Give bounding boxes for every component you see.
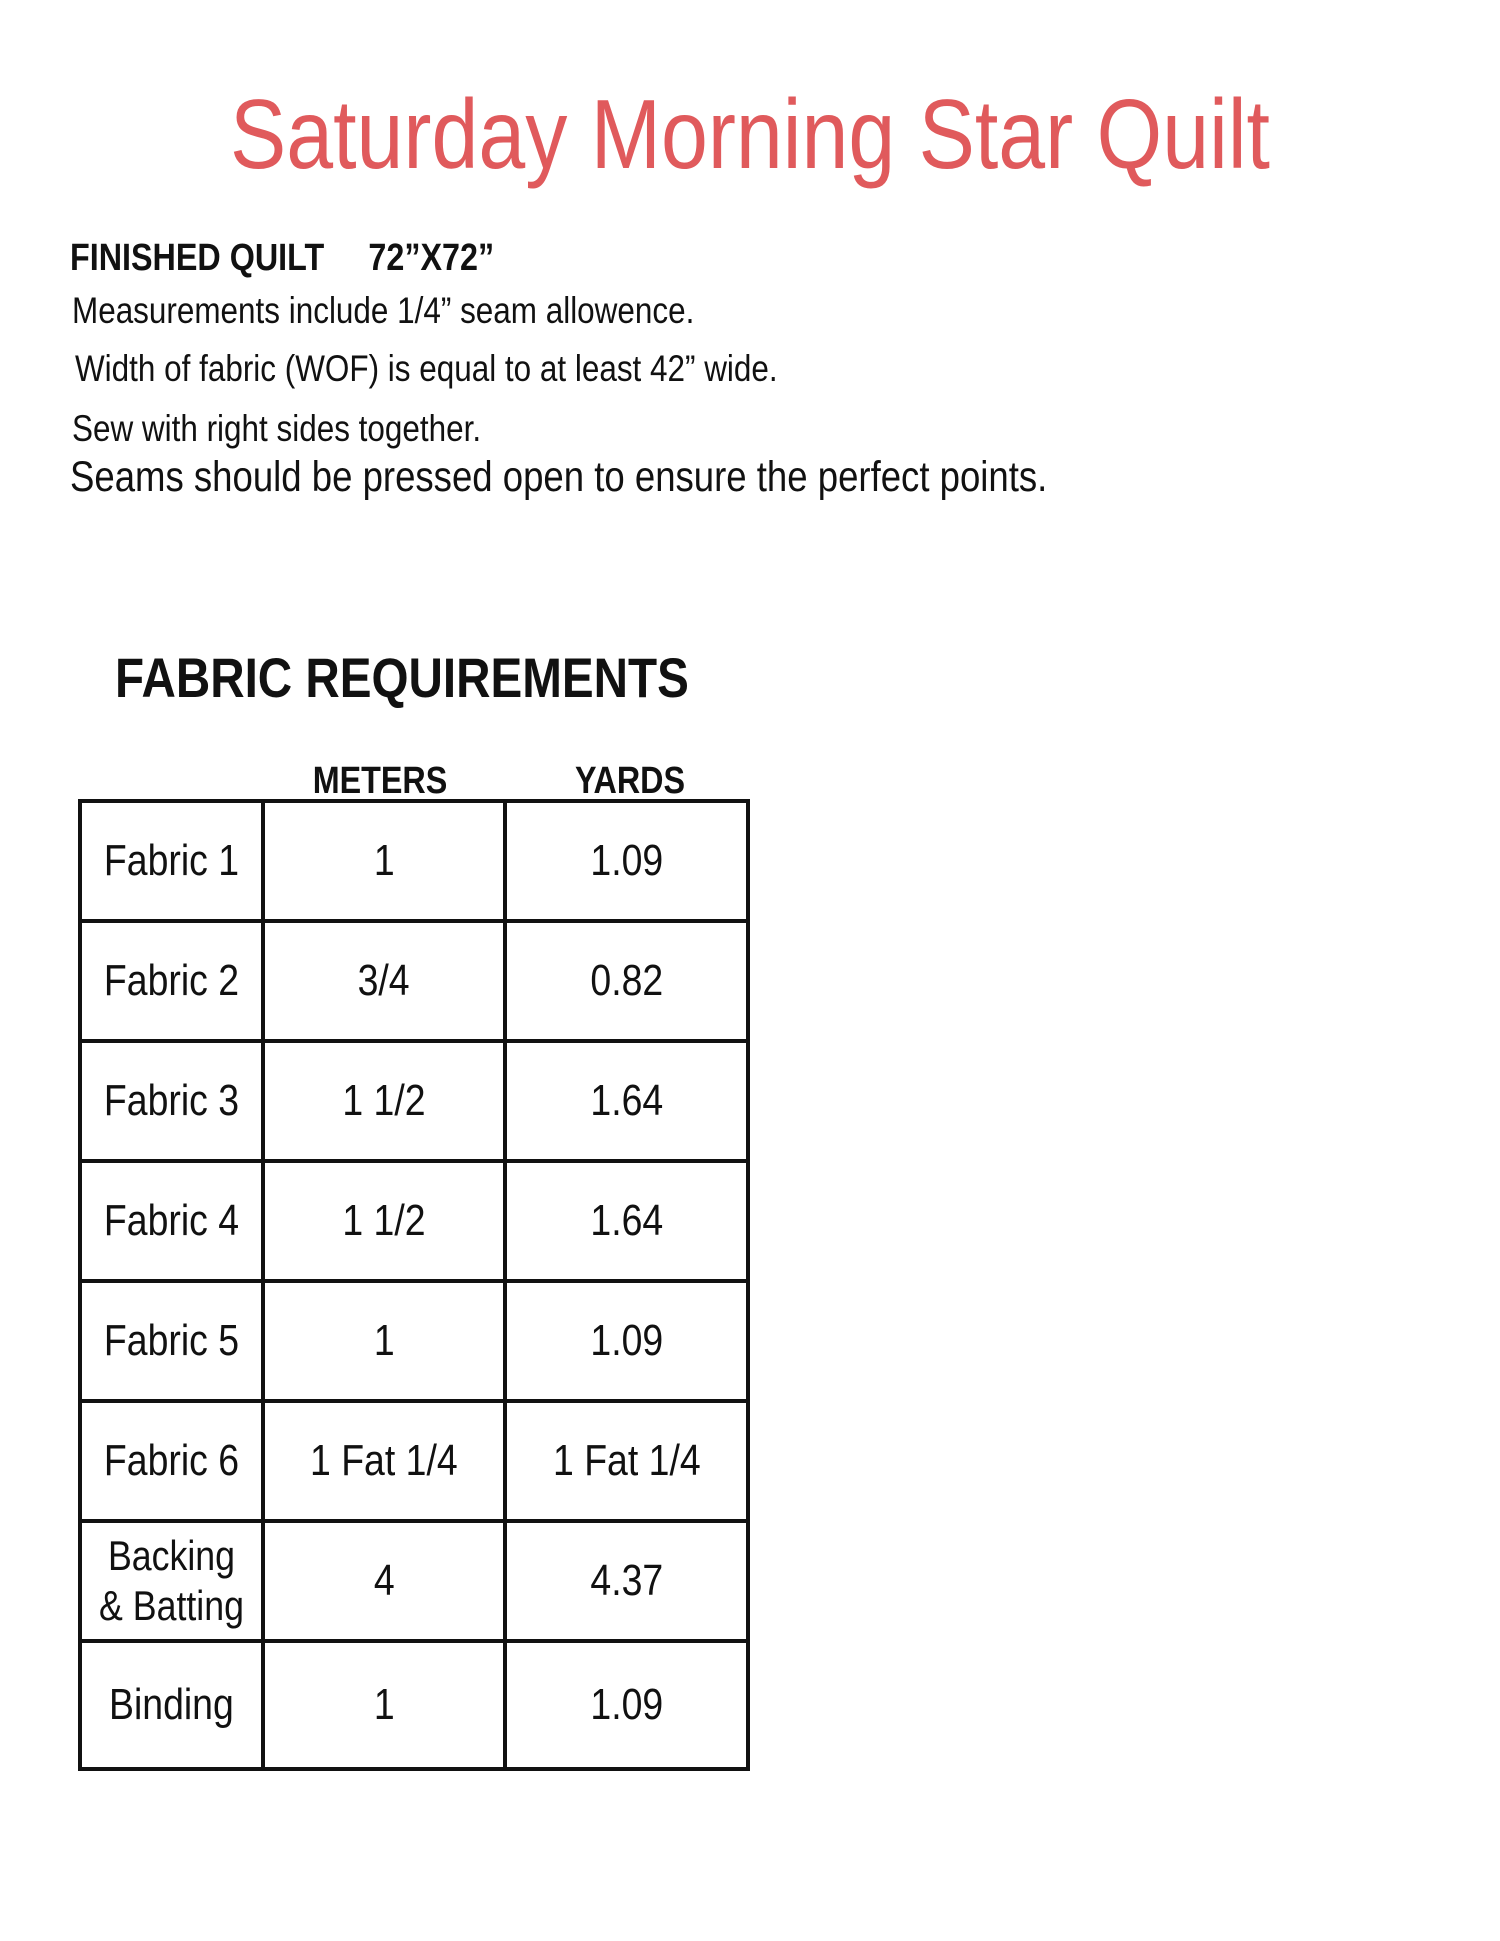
table-row	[82, 1523, 746, 1643]
meters-cell: 1 Fat 1/4	[265, 1403, 507, 1519]
page-title: Saturday Morning Star Quilt	[230, 79, 1270, 189]
yards-cell: 1 Fat 1/4	[552, 1436, 701, 1486]
fabric-name-cell: Backing & Batting	[82, 1523, 265, 1639]
table-row	[82, 1163, 746, 1283]
meters-column-header: METERS	[312, 760, 448, 802]
fabric-requirements-heading: FABRIC REQUIREMENTS	[115, 646, 689, 709]
note-sew-sides: Sew with right sides together.	[72, 408, 482, 449]
fabric-name-cell: Fabric 6	[82, 1403, 265, 1519]
finished-quilt-size: 72”X72”	[368, 237, 495, 279]
note-press-seams: Seams should be pressed open to ensure the perfect points.	[70, 453, 1048, 501]
meters-cell: 1	[265, 803, 507, 919]
yards-cell: 1.64	[590, 1196, 663, 1246]
fabric-name-cell: Fabric 4	[82, 1163, 265, 1279]
meters-cell: 4	[265, 1523, 507, 1639]
fabric-name-cell: Fabric 3	[82, 1043, 265, 1159]
finished-quilt-line	[70, 237, 494, 280]
meters-cell: 1 1/2	[265, 1163, 507, 1279]
meters-cell: 1 1/2	[265, 1043, 507, 1159]
fabric-name-cell: Fabric 5	[82, 1283, 265, 1399]
table-row	[82, 1403, 746, 1523]
fabric-requirements-table	[78, 799, 750, 1771]
yards-column-header: YARDS	[574, 760, 686, 802]
note-seam-allowance: Measurements include 1/4” seam allowence.	[72, 290, 695, 331]
finished-quilt-label: FINISHED QUILT	[70, 237, 325, 279]
table-row	[82, 1043, 746, 1163]
fabric-name-cell: Fabric 1	[82, 803, 265, 919]
yards-cell: 1.09	[590, 1316, 663, 1366]
fabric-name-cell: Fabric 2	[82, 923, 265, 1039]
table-row	[82, 923, 746, 1043]
yards-cell: 4.37	[590, 1556, 663, 1606]
note-width-of-fabric: Width of fabric (WOF) is equal to at least 42” wide.	[75, 348, 778, 389]
yards-cell: 0.82	[590, 956, 663, 1006]
table-row	[82, 1283, 746, 1403]
table-row	[82, 803, 746, 923]
fabric-name-cell: Binding	[82, 1643, 265, 1767]
meters-cell: 3/4	[265, 923, 507, 1039]
yards-cell: 1.09	[590, 836, 663, 886]
table-row	[82, 1643, 746, 1767]
meters-cell: 1	[265, 1283, 507, 1399]
yards-cell: 1.64	[590, 1076, 663, 1126]
meters-cell: 1	[265, 1643, 507, 1767]
yards-cell: 1.09	[590, 1680, 663, 1730]
